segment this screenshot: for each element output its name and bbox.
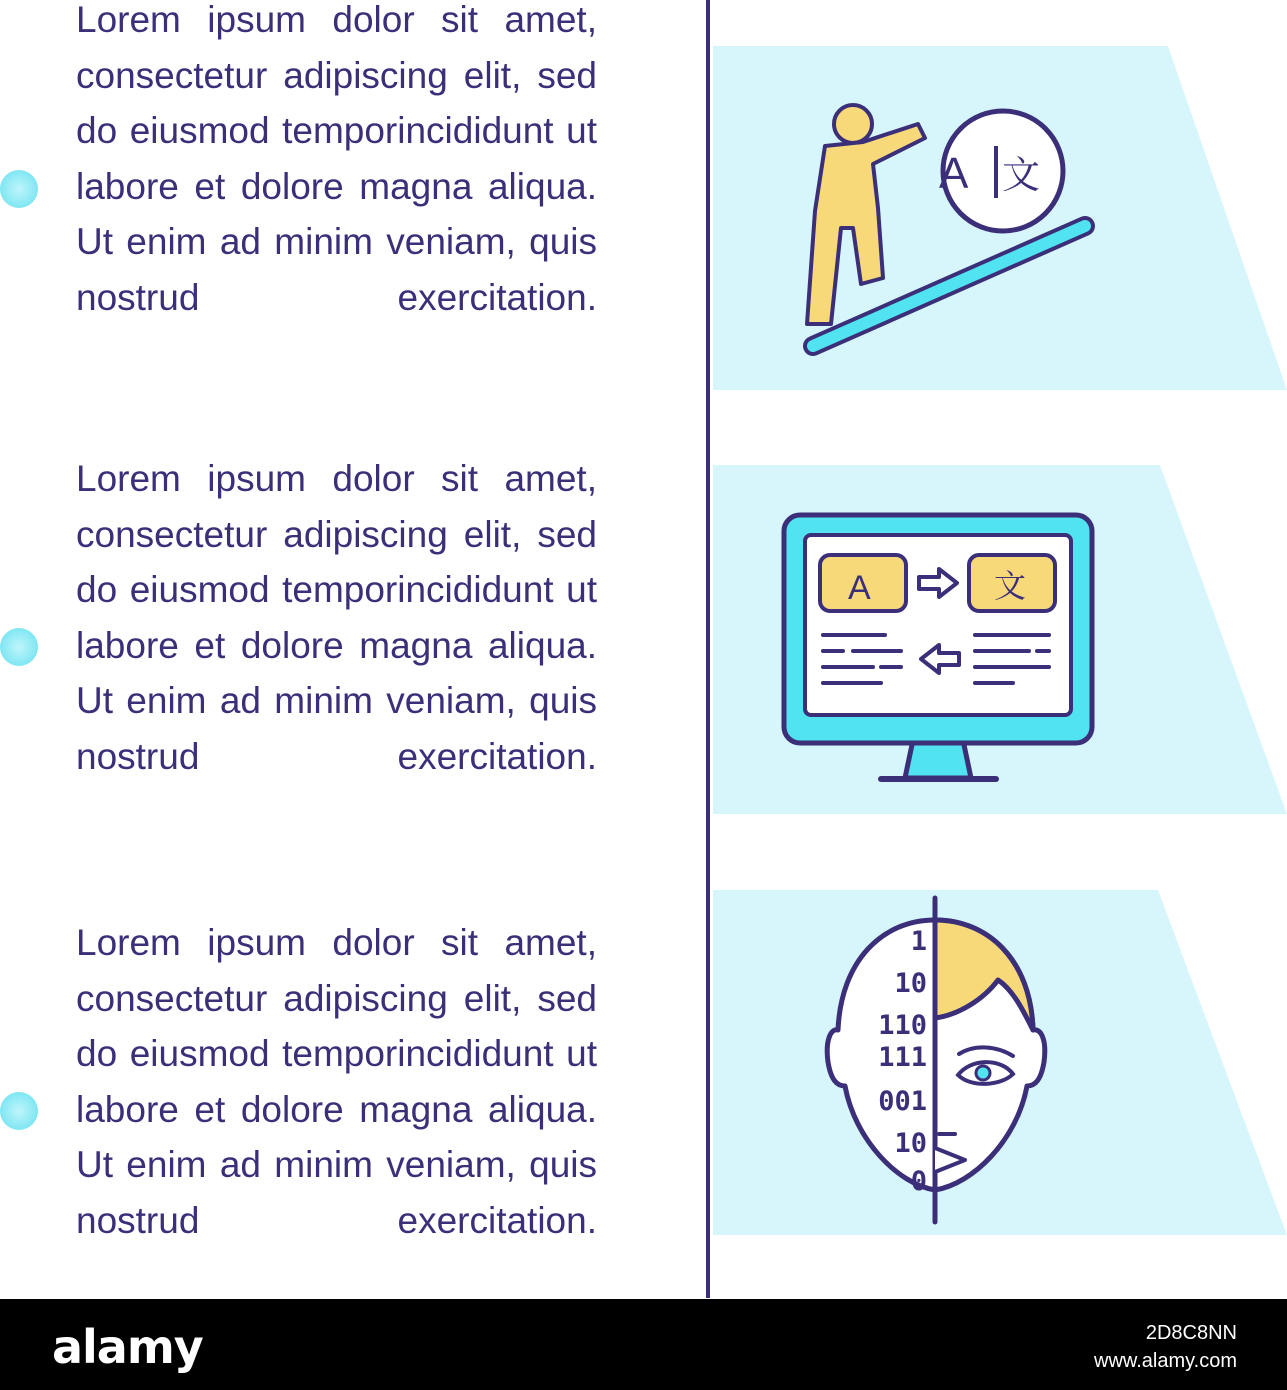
illustration-panel-2 — [713, 465, 1287, 814]
image-id: 2D8C8NN — [1145, 1322, 1237, 1344]
binary-row-4: 111 — [878, 1042, 927, 1073]
vertical-divider — [706, 0, 710, 1298]
text-block-1: Lorem ipsum dolor sit amet, consectetur adipiscing elit, sed do eiusmod temporincididunt ut labore et dolore magna aliqua. Ut enim ad minim veniam, quis nostrud exercitation. — [76, 0, 597, 318]
glyph-a: A — [848, 569, 871, 607]
glyph-a: A — [939, 149, 969, 198]
binary-row-7: 0 — [910, 1166, 927, 1197]
bullet-dot-2 — [0, 628, 38, 666]
binary-row-1: 1 — [910, 926, 927, 957]
glyph-b: 文 — [1002, 153, 1041, 197]
site-url: www.alamy.com — [1094, 1350, 1237, 1372]
illustration-panel-1 — [713, 46, 1287, 390]
brand-logo: alamy — [52, 1320, 203, 1374]
binary-row-3: 110 — [878, 1010, 927, 1041]
computer-translation-icon — [784, 515, 1092, 779]
binary-row-5: 001 — [878, 1086, 927, 1117]
glyph-b: 文 — [994, 567, 1027, 605]
text-block-3: Lorem ipsum dolor sit amet, consectetur adipiscing elit, sed do eiusmod temporincididunt ut labore et dolore magna aliqua. Ut enim ad minim veniam, quis nostrud exercitation. — [76, 922, 597, 1241]
illustration-panel-3 — [713, 890, 1287, 1235]
text-block-2: Lorem ipsum dolor sit amet, consectetur adipiscing elit, sed do eiusmod temporincididunt ut labore et dolore magna aliqua. Ut enim ad minim veniam, quis nostrud exercitation. — [76, 458, 597, 777]
binary-row-2: 10 — [894, 968, 927, 999]
binary-row-6: 10 — [894, 1128, 927, 1159]
bullet-dot-3 — [0, 1092, 38, 1130]
bullet-dot-1 — [0, 170, 38, 208]
